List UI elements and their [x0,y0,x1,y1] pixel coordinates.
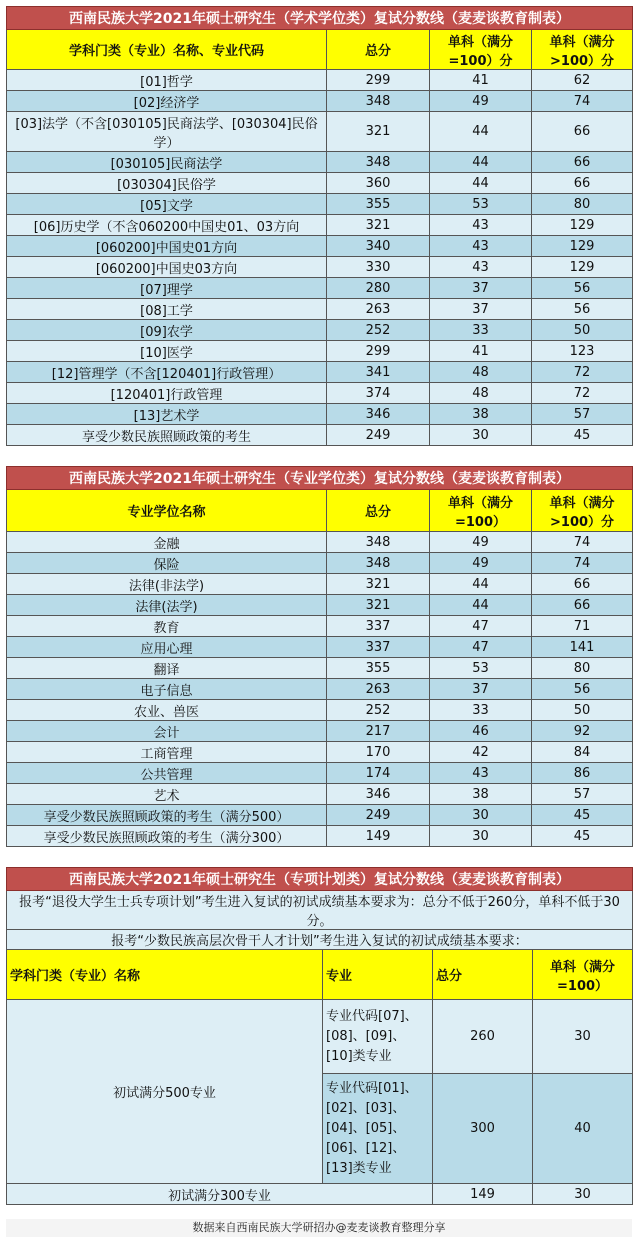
subject-name-cell: [120401]行政管理 [7,383,327,404]
degree-name-cell: 电子信息 [7,679,327,700]
single-100-cell: 37 [430,299,532,320]
single-100-cell: 44 [430,112,532,152]
single-over100-cell: 123 [532,341,633,362]
table-row [7,700,633,721]
special-single-cell: 30 [533,1000,633,1074]
single-over100-cell: 74 [532,553,633,574]
single-over100-cell: 129 [532,257,633,278]
table-row [7,320,633,341]
special-table [6,867,633,1205]
professional-title: 西南民族大学2021年硕士研究生（专业学位类）复试分数线（麦麦谈教育制表） [7,467,633,490]
single-over100-cell: 129 [532,236,633,257]
table-row [7,784,633,805]
single-100-cell: 46 [430,721,532,742]
single-100-cell: 43 [430,763,532,784]
table-row [7,112,633,152]
single-100-cell: 43 [430,236,532,257]
single-100-cell: 44 [430,152,532,173]
single-100-cell: 49 [430,91,532,112]
score-sheet [6,6,632,1205]
degree-name-cell: 教育 [7,616,327,637]
single-over100-cell: 56 [532,679,633,700]
special-title: 西南民族大学2021年硕士研究生（专项计划类）复试分数线（麦麦谈教育制表） [7,868,633,891]
single-100-cell: 37 [430,278,532,299]
source-footer: 数据来自西南民族大学研招办@麦麦谈教育整理分享 [6,1219,632,1237]
table-row [7,236,633,257]
academic-header-single-over100: 单科（满分>100）分 [532,30,633,70]
table-row [7,721,633,742]
table-row [7,404,633,425]
special-header-major: 专业 [323,950,433,1000]
single-over100-cell: 74 [532,532,633,553]
single-100-cell: 41 [430,70,532,91]
single-100-cell: 49 [430,532,532,553]
subject-name-cell: [13]艺术学 [7,404,327,425]
academic-header-single100: 单科（满分=100）分 [430,30,532,70]
single-over100-cell: 56 [532,278,633,299]
subject-name-cell: [06]历史学（不含060200中国史01、03方向 [7,215,327,236]
total-score-cell: 321 [327,112,430,152]
single-over100-cell: 71 [532,616,633,637]
table-row [7,826,633,847]
single-100-cell: 37 [430,679,532,700]
academic-header-total: 总分 [327,30,430,70]
total-score-cell: 341 [327,362,430,383]
single-100-cell: 30 [430,826,532,847]
table-row [7,679,633,700]
single-100-cell: 41 [430,341,532,362]
professional-header-total: 总分 [327,490,430,532]
single-100-cell: 38 [430,784,532,805]
total-score-cell: 170 [327,742,430,763]
special-major-cell: 专业代码[01]、[02]、[03]、[04]、[05]、[06]、[12]、[13]类专业 [323,1074,433,1184]
degree-name-cell: 工商管理 [7,742,327,763]
single-100-cell: 42 [430,742,532,763]
subject-name-cell: 享受少数民族照顾政策的考生 [7,425,327,446]
total-score-cell: 299 [327,70,430,91]
degree-name-cell: 法律(法学) [7,595,327,616]
total-score-cell: 337 [327,637,430,658]
table-row [7,616,633,637]
special-total-cell: 149 [433,1184,533,1205]
total-score-cell: 263 [327,299,430,320]
section-gap [6,446,632,466]
table-row [7,278,633,299]
single-100-cell: 43 [430,257,532,278]
academic-title: 西南民族大学2021年硕士研究生（学术学位类）复试分数线（麦麦谈教育制表） [7,7,633,30]
total-score-cell: 217 [327,721,430,742]
total-score-cell: 252 [327,700,430,721]
table-row [7,595,633,616]
subject-name-cell: [08]工学 [7,299,327,320]
special-group2-label: 初试满分300专业 [7,1184,433,1205]
degree-name-cell: 金融 [7,532,327,553]
total-score-cell: 321 [327,215,430,236]
single-100-cell: 44 [430,595,532,616]
subject-name-cell: [060200]中国史03方向 [7,257,327,278]
table-row [7,574,633,595]
total-score-cell: 337 [327,616,430,637]
single-100-cell: 44 [430,574,532,595]
single-over100-cell: 66 [532,112,633,152]
single-over100-cell: 72 [532,383,633,404]
single-100-cell: 53 [430,658,532,679]
table-row [7,637,633,658]
single-100-cell: 53 [430,194,532,215]
single-over100-cell: 66 [532,595,633,616]
single-100-cell: 44 [430,173,532,194]
special-single-cell: 40 [533,1074,633,1184]
table-row [7,425,633,446]
single-over100-cell: 129 [532,215,633,236]
single-over100-cell: 72 [532,362,633,383]
single-over100-cell: 141 [532,637,633,658]
total-score-cell: 249 [327,425,430,446]
special-header-single100: 单科（满分=100） [533,950,633,1000]
table-row [7,194,633,215]
single-over100-cell: 74 [532,91,633,112]
total-score-cell: 252 [327,320,430,341]
academic-header-name: 学科门类（专业）名称、专业代码 [7,30,327,70]
subject-name-cell: [030304]民俗学 [7,173,327,194]
degree-name-cell: 享受少数民族照顾政策的考生（满分300） [7,826,327,847]
total-score-cell: 249 [327,805,430,826]
academic-rows [7,70,633,446]
single-over100-cell: 45 [532,425,633,446]
total-score-cell: 348 [327,553,430,574]
single-over100-cell: 84 [532,742,633,763]
single-100-cell: 30 [430,425,532,446]
single-100-cell: 47 [430,637,532,658]
table-row [7,257,633,278]
single-over100-cell: 50 [532,700,633,721]
total-score-cell: 348 [327,152,430,173]
special-header-name: 学科门类（专业）名称 [7,950,323,1000]
special-single-cell: 30 [533,1184,633,1205]
single-100-cell: 33 [430,700,532,721]
degree-name-cell: 应用心理 [7,637,327,658]
single-over100-cell: 45 [532,826,633,847]
total-score-cell: 280 [327,278,430,299]
total-score-cell: 299 [327,341,430,362]
special-total-cell: 300 [433,1074,533,1184]
total-score-cell: 340 [327,236,430,257]
degree-name-cell: 会计 [7,721,327,742]
table-row [7,383,633,404]
subject-name-cell: [01]哲学 [7,70,327,91]
table-row [7,299,633,320]
special-note-minority: 报考“少数民族高层次骨干人才计划”考生进入复试的初试成绩基本要求： [7,930,633,950]
table-row [7,1000,633,1074]
subject-name-cell: [03]法学（不含[030105]民商法学、[030304]民俗学） [7,112,327,152]
degree-name-cell: 公共管理 [7,763,327,784]
single-100-cell: 47 [430,616,532,637]
special-note-veteran: 报考“退役大学生士兵专项计划”考生进入复试的初试成绩基本要求为：总分不低于260分，单科不低于30分。 [7,891,633,930]
total-score-cell: 360 [327,173,430,194]
subject-name-cell: [10]医学 [7,341,327,362]
degree-name-cell: 农业、兽医 [7,700,327,721]
total-score-cell: 355 [327,658,430,679]
table-row [7,70,633,91]
subject-name-cell: [060200]中国史01方向 [7,236,327,257]
total-score-cell: 374 [327,383,430,404]
total-score-cell: 348 [327,91,430,112]
total-score-cell: 174 [327,763,430,784]
special-group1-label: 初试满分500专业 [7,1000,323,1184]
subject-name-cell: [05]文学 [7,194,327,215]
table-row [7,152,633,173]
table-row [7,173,633,194]
subject-name-cell: [09]农学 [7,320,327,341]
single-100-cell: 48 [430,383,532,404]
table-row [7,553,633,574]
subject-name-cell: [02]经济学 [7,91,327,112]
table-row [7,341,633,362]
professional-header-single-over100: 单科（满分>100）分 [532,490,633,532]
single-100-cell: 43 [430,215,532,236]
single-over100-cell: 92 [532,721,633,742]
total-score-cell: 149 [327,826,430,847]
degree-name-cell: 保险 [7,553,327,574]
total-score-cell: 346 [327,784,430,805]
total-score-cell: 321 [327,595,430,616]
degree-name-cell: 法律(非法学) [7,574,327,595]
single-over100-cell: 57 [532,404,633,425]
professional-header-name: 专业学位名称 [7,490,327,532]
single-over100-cell: 66 [532,173,633,194]
single-over100-cell: 86 [532,763,633,784]
single-over100-cell: 50 [532,320,633,341]
total-score-cell: 330 [327,257,430,278]
degree-name-cell: 艺术 [7,784,327,805]
total-score-cell: 355 [327,194,430,215]
academic-table [6,6,633,446]
single-100-cell: 48 [430,362,532,383]
single-100-cell: 38 [430,404,532,425]
special-major-cell: 专业代码[07]、[08]、[09]、[10]类专业 [323,1000,433,1074]
degree-name-cell: 享受少数民族照顾政策的考生（满分500） [7,805,327,826]
subject-name-cell: [07]理学 [7,278,327,299]
single-over100-cell: 80 [532,658,633,679]
total-score-cell: 263 [327,679,430,700]
table-row [7,91,633,112]
professional-header-single100: 单科（满分=100） [430,490,532,532]
professional-table [6,466,633,847]
table-row [7,763,633,784]
table-row [7,362,633,383]
single-100-cell: 30 [430,805,532,826]
table-row [7,215,633,236]
table-row [7,805,633,826]
table-row [7,658,633,679]
single-over100-cell: 45 [532,805,633,826]
professional-rows [7,532,633,847]
total-score-cell: 348 [327,532,430,553]
single-over100-cell: 57 [532,784,633,805]
single-over100-cell: 80 [532,194,633,215]
section-gap [6,847,632,867]
single-over100-cell: 66 [532,152,633,173]
single-100-cell: 33 [430,320,532,341]
table-row [7,532,633,553]
single-over100-cell: 62 [532,70,633,91]
subject-name-cell: [030105]民商法学 [7,152,327,173]
total-score-cell: 321 [327,574,430,595]
special-header-total: 总分 [433,950,533,1000]
degree-name-cell: 翻译 [7,658,327,679]
single-100-cell: 49 [430,553,532,574]
special-total-cell: 260 [433,1000,533,1074]
subject-name-cell: [12]管理学（不含[120401]行政管理） [7,362,327,383]
total-score-cell: 346 [327,404,430,425]
single-over100-cell: 56 [532,299,633,320]
single-over100-cell: 66 [532,574,633,595]
table-row [7,1184,633,1205]
table-row [7,742,633,763]
